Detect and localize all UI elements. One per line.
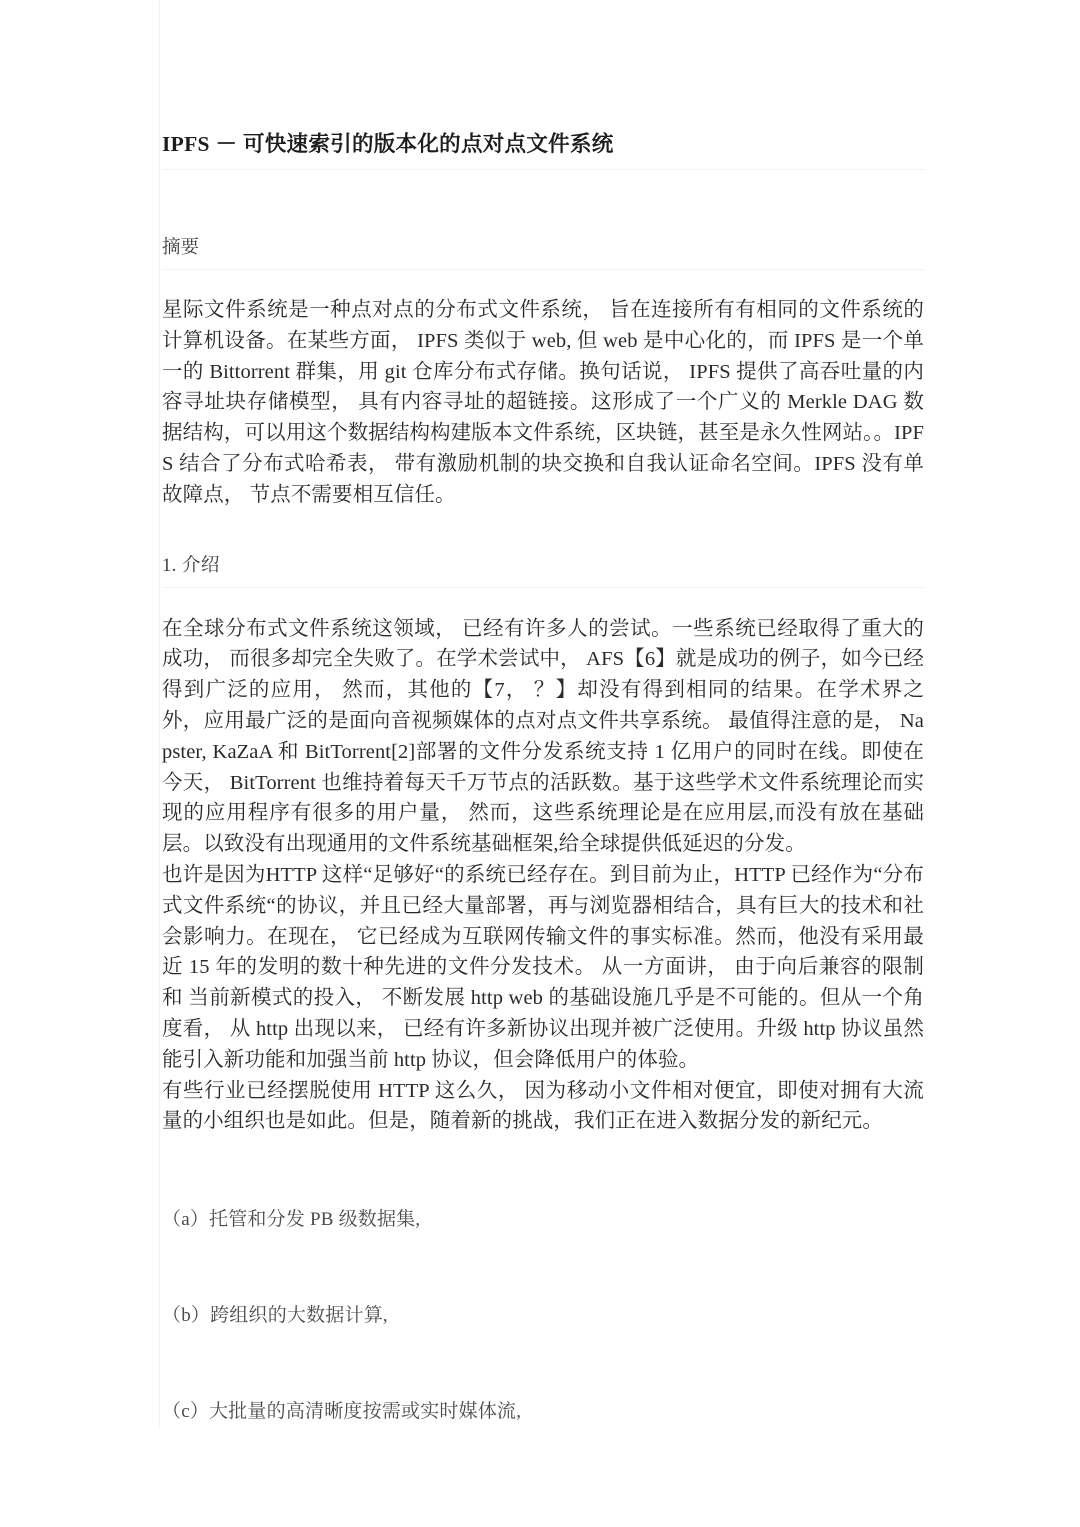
list-item-b: （b）跨组织的大数据计算, [162, 1304, 388, 1326]
enumerated-list [162, 1206, 924, 1427]
list-item-a: （a）托管和分发 PB 级数据集, [162, 1209, 421, 1231]
introduction-paragraph-3: 有些行业已经摆脱使用 HTTP 这么久， 因为移动小文件相对便宜，即使对拥有大流量的小组织也是如此。但是，随着新的挑战，我们正在进入数据分发的新纪元。 [162, 1079, 924, 1133]
list-item-c: （c）大批量的高清晰度按需或实时媒体流, [162, 1401, 522, 1423]
introduction-body [162, 614, 924, 1138]
abstract-body [162, 295, 924, 511]
abstract-heading: 摘要 [162, 236, 924, 270]
introduction-paragraph-1: 在全球分布式文件系统这领域， 已经有许多人的尝试。一些系统已经取得了重大的成功， 而很多却完全失败了。在学术尝试中， AFS【6】就是成功的例子，如今已经得到广泛的应用， 然而，其他的【7， ？】却没有得到相同的结果。在学术界之外，应用最广泛的是面向音视频媒体的点对点文件共享系统。 最值得注意的是， Napster, KaZaA 和 BitTorrent[2]部署的文件分发系统支持 1 亿用户的同时在线。即使在今天， BitTorrent 也维持着每天千万节点的活跃数。基于这些学术文件系统理论而实现的应用程序有很多的用户量， 然而，这些系统理论是在应用层,而没有放在基础层。以致没有出现通用的文件系统基础框架,给全球提供低延迟的分发。 [162, 617, 924, 856]
introduction-paragraph-2: 也许是因为HTTP 这样“足够好“的系统已经存在。到目前为止，HTTP 已经作为“分布式文件系统“的协议，并且已经大量部署，再与浏览器相结合，具有巨大的技术和社会影响力。在现在， 它已经成为互联网传输文件的事实标准。然而，他没有采用最近 15 年的发明的数十种先进的文件分发技术。 从一方面讲， 由于向后兼容的限制 和 当前新模式的投入， 不断发展 http web 的基础设施几乎是不可能的。但从一个角度看， 从 http 出现以来， 已经有许多新协议出现并被广泛使用。升级 http 协议虽然能引入新功能和加强当前 http 协议，但会降低用户的体验。 [162, 863, 924, 1071]
introduction-heading: 1. 介绍 [162, 554, 924, 588]
page-title: IPFS － 可快速索引的版本化的点对点文件系统 [162, 0, 924, 170]
abstract-paragraph: 星际文件系统是一种点对点的分布式文件系统， 旨在连接所有有相同的文件系统的计算机设备。在某些方面， IPFS 类似于 web, 但 web 是中心化的，而 IPFS 是一个单一的 Bittorrent 群集，用 git 仓库分布式存储。换句话说， IPFS 提供了高吞吐量的内容寻址块存储模型， 具有内容寻址的超链接。这形成了一个广义的 Merkle DAG 数据结构，可以用这个数据结构构建版本文件系统，区块链，甚至是永久性网站。。IPFS 结合了分布式哈希表， 带有激励机制的块交换和自我认证命名空间。IPFS 没有单故障点， 节点不需要相互信任。 [162, 298, 924, 506]
page-content-column [159, 0, 924, 1427]
